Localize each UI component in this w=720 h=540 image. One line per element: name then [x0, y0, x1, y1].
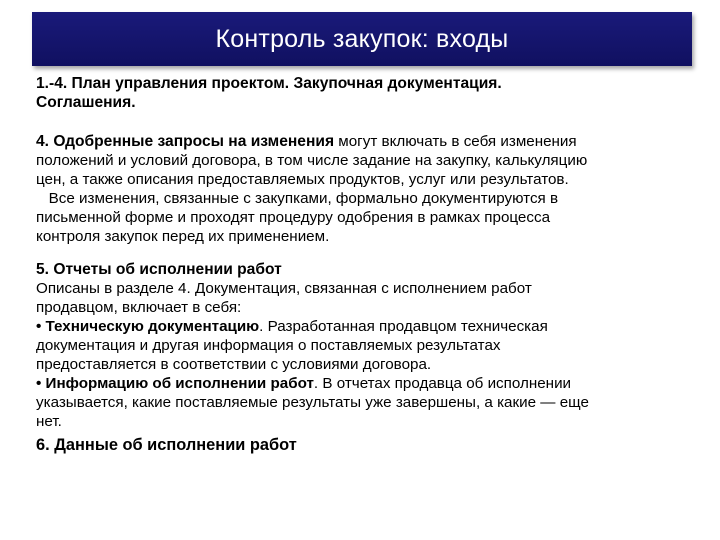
section-5-bullet2-bold: • Информацию об исполнении работ [36, 375, 314, 392]
section-1-4-heading-line1: 1.-4. План управления проектом. Закупочная документация. [36, 75, 502, 92]
section-6-heading: 6. Данные об исполнении работ [36, 436, 297, 454]
section-5-heading: 5. Отчеты об исполнении работ [36, 261, 282, 278]
section-5-bullet2-line2: указывается, какие поставляемые результаты уже завершены, а какие — еще [36, 394, 589, 411]
section-4-line3: цен, а также описания предоставляемых продуктов, услуг или результатов. [36, 171, 569, 188]
section-4-line1-rest: могут включать в себя изменения [334, 133, 577, 150]
section-1-4 [36, 74, 712, 112]
slide-title: Контроль закупок: входы [215, 24, 509, 53]
slide-title-bar [32, 12, 692, 66]
section-4-line1 [36, 132, 712, 151]
section-4-line5: письменной форме и проходят процедуру одобрения в рамках процесса [36, 209, 551, 226]
section-5-bullet1-line2: документация и другая информация о поставляемых результатах [36, 337, 501, 354]
section-5-bullet1-bold: • Техническую документацию [36, 318, 260, 335]
section-6 [36, 436, 712, 455]
section-4-line2: положений и условий договора, в том числе задание на закупку, калькуляцию [36, 152, 588, 169]
section-1-4-heading-line2: Соглашения. [36, 94, 136, 111]
section-4-line4: Все изменения, связанные с закупками, формально документируются в [36, 190, 559, 207]
section-5 [36, 260, 712, 431]
section-5-bullet1-line3: предоставляется в соответствии с условиями договора. [36, 356, 432, 373]
section-5-bullet1 [36, 317, 712, 336]
slide-content [36, 74, 712, 455]
section-5-bullet2 [36, 374, 712, 393]
section-4-line6: контроля закупок перед их применением. [36, 228, 330, 245]
section-4-heading: 4. Одобренные запросы на изменения [36, 133, 335, 150]
section-5-bullet2-line3: нет. [36, 413, 62, 430]
section-5-bullet1-rest: . Разработанная продавцом техническая [259, 318, 548, 335]
section-4 [36, 132, 712, 246]
section-5-line2: продавцом, включает в себя: [36, 299, 242, 316]
section-5-line1: Описаны в разделе 4. Документация, связанная с исполнением работ [36, 280, 532, 297]
section-5-bullet2-rest: . В отчетах продавца об исполнении [313, 375, 572, 392]
